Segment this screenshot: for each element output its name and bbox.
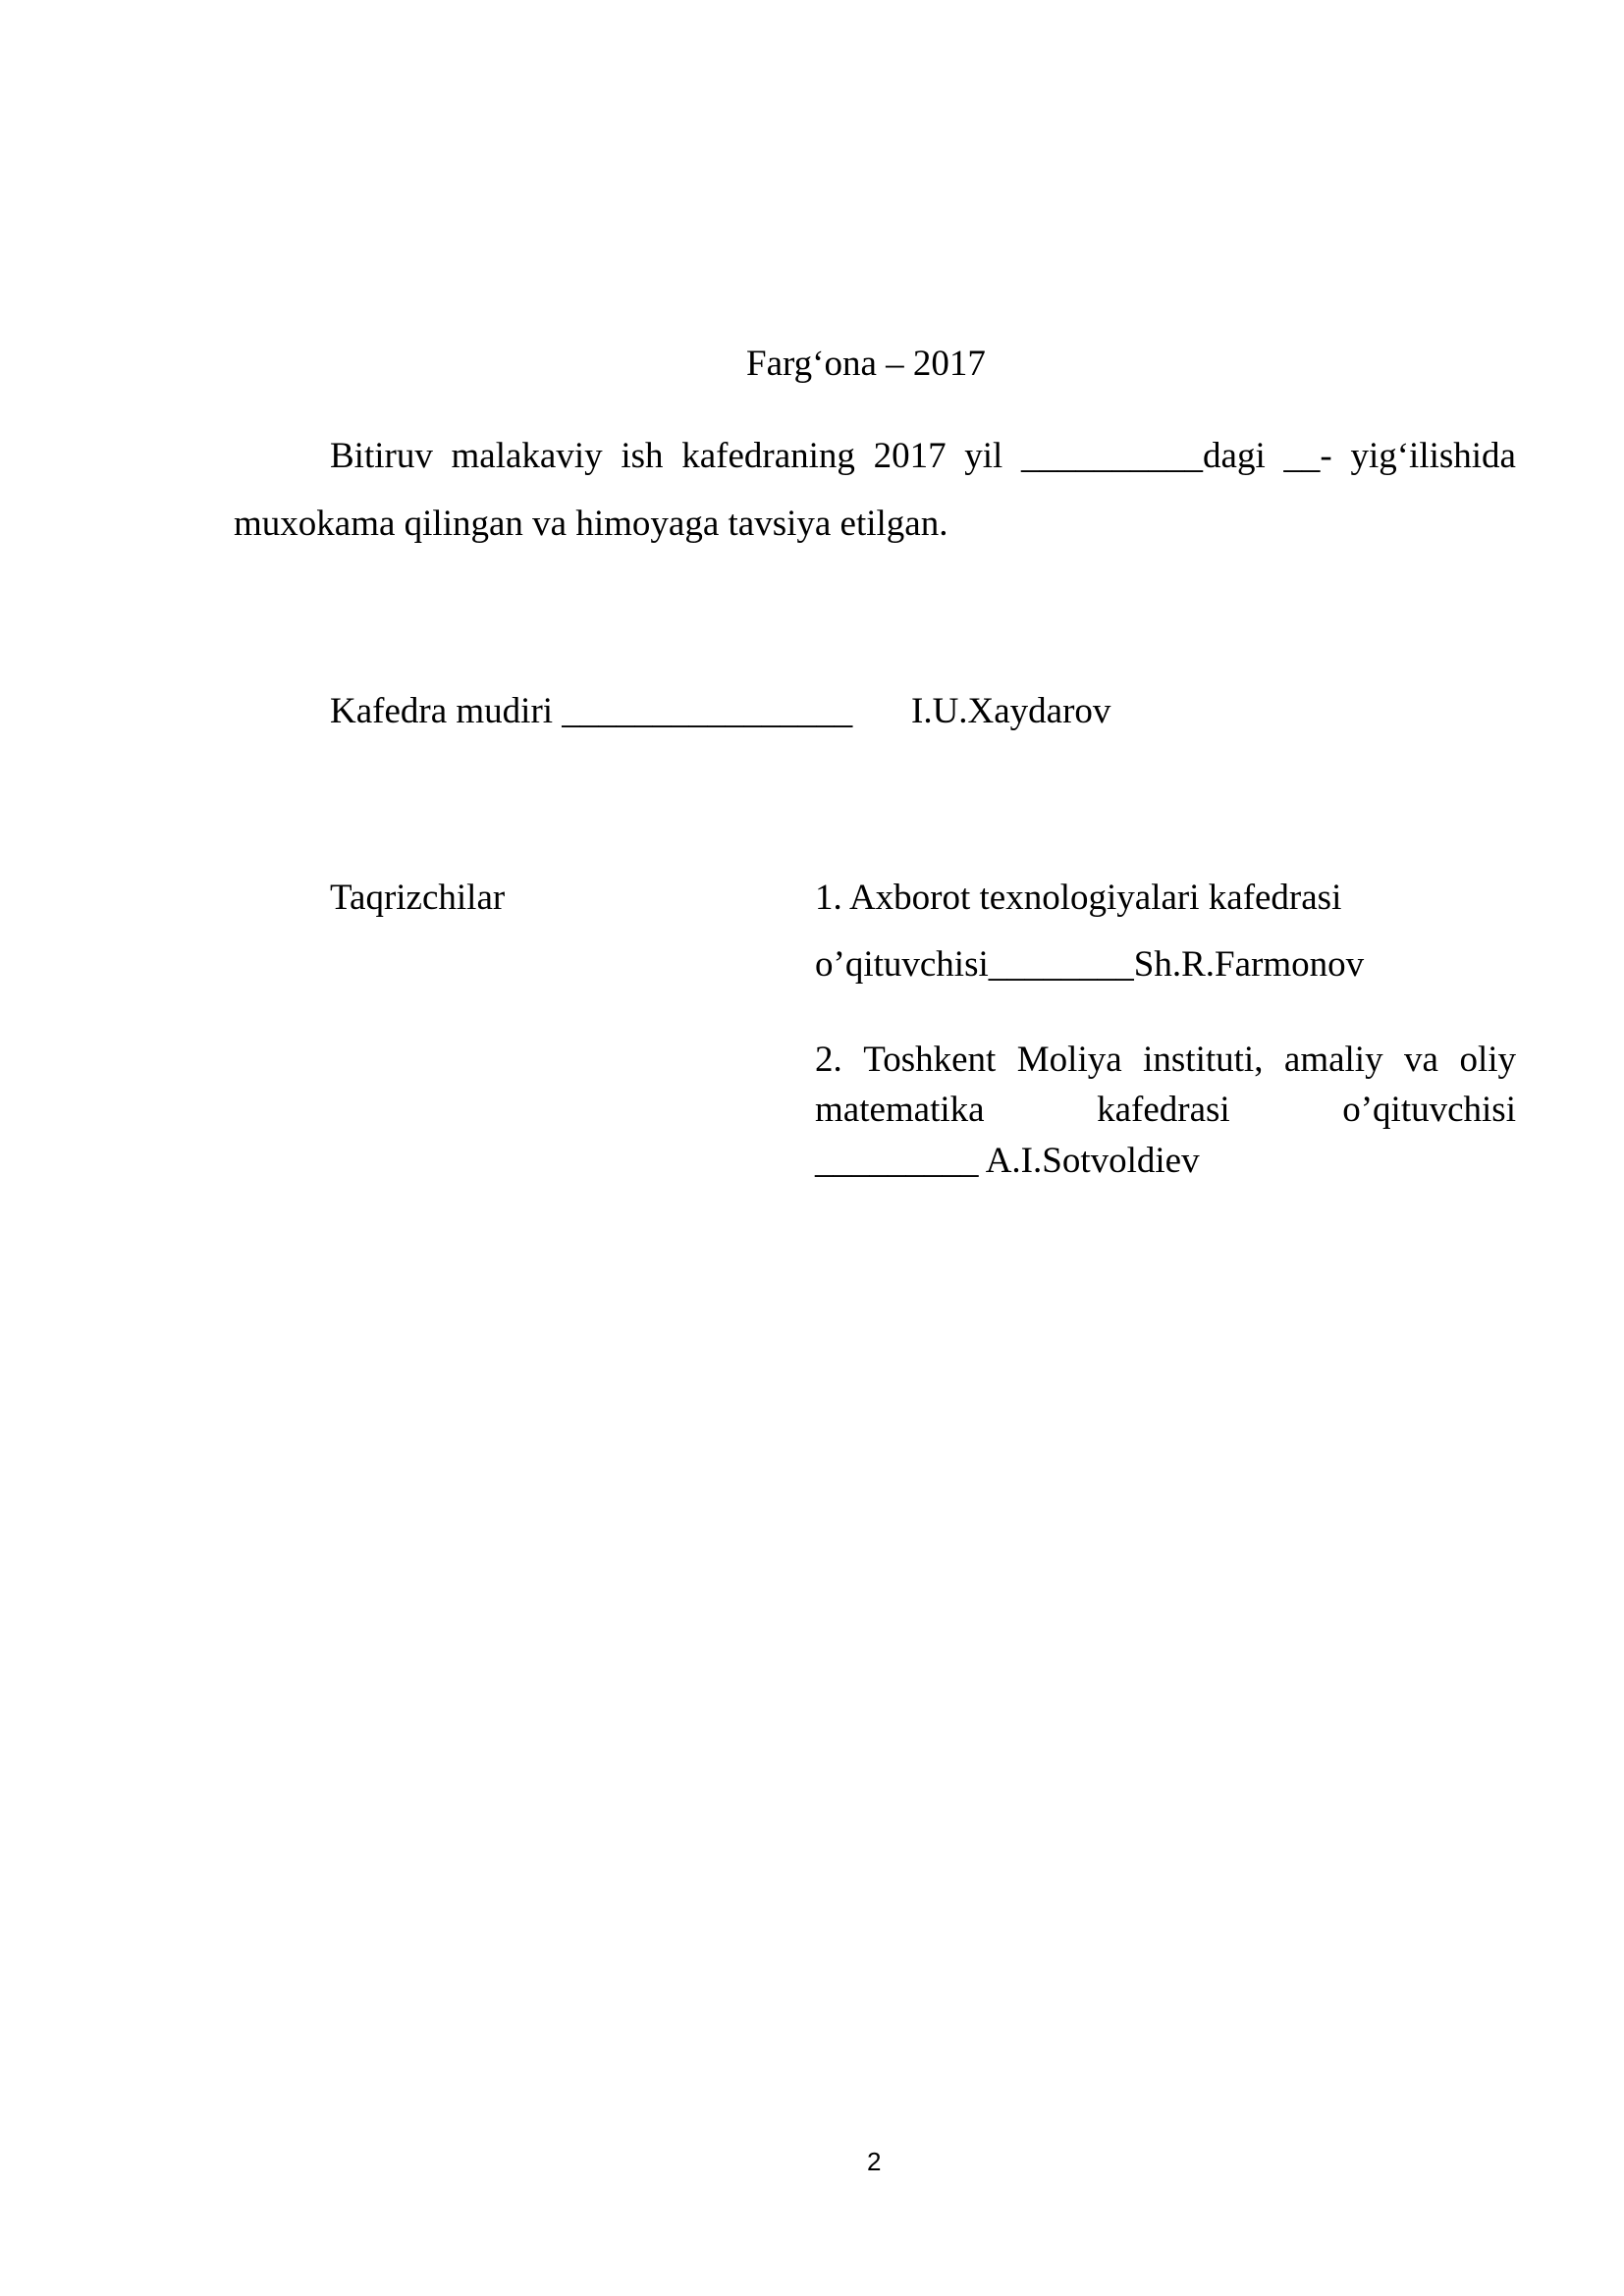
- reviewer-2-line-3: _________ A.I.Sotvoldiev: [815, 1141, 1200, 1181]
- approval-line-2: muxokama qilingan va himoyaga tavsiya etilgan.: [234, 504, 948, 544]
- word: 2.: [815, 1040, 842, 1080]
- head-of-department-name: I.U.Xaydarov: [911, 691, 1111, 731]
- date-blank: __________dagi: [1021, 436, 1266, 476]
- word: Moliya: [1016, 1040, 1122, 1080]
- word: oliy: [1459, 1040, 1516, 1080]
- word: o’qituvchisi: [1342, 1090, 1516, 1130]
- word: kafedraning: [681, 436, 855, 476]
- number-blank: __-: [1283, 436, 1332, 476]
- word: yig‘ilishida: [1350, 436, 1516, 476]
- word: yil: [964, 436, 1003, 476]
- head-of-department-label: Kafedra mudiri ________________: [330, 691, 853, 731]
- word: instituti,: [1143, 1040, 1264, 1080]
- approval-line-1: [330, 438, 1516, 474]
- reviewer-1-line-2: o’qituvchisi________Sh.R.Farmonov: [815, 944, 1365, 985]
- word: va: [1404, 1040, 1438, 1080]
- word: kafedrasi: [1097, 1090, 1230, 1130]
- word: Bitiruv: [330, 436, 433, 476]
- word: ish: [621, 436, 664, 476]
- page-number: 2: [867, 2147, 882, 2176]
- word: amaliy: [1283, 1040, 1383, 1080]
- word: 2017: [873, 436, 947, 476]
- word: malakaviy: [451, 436, 603, 476]
- city-year-heading: Farg‘ona – 2017: [746, 344, 986, 384]
- reviewers-label: Taqrizchilar: [330, 878, 506, 918]
- reviewer-1-line-1: 1. Axborot texnologiyalari kafedrasi: [815, 878, 1342, 918]
- word: matematika: [815, 1090, 985, 1130]
- reviewer-2-line-1: [815, 1041, 1516, 1078]
- word: Toshkent: [863, 1040, 997, 1080]
- reviewer-2-line-2: [815, 1092, 1516, 1128]
